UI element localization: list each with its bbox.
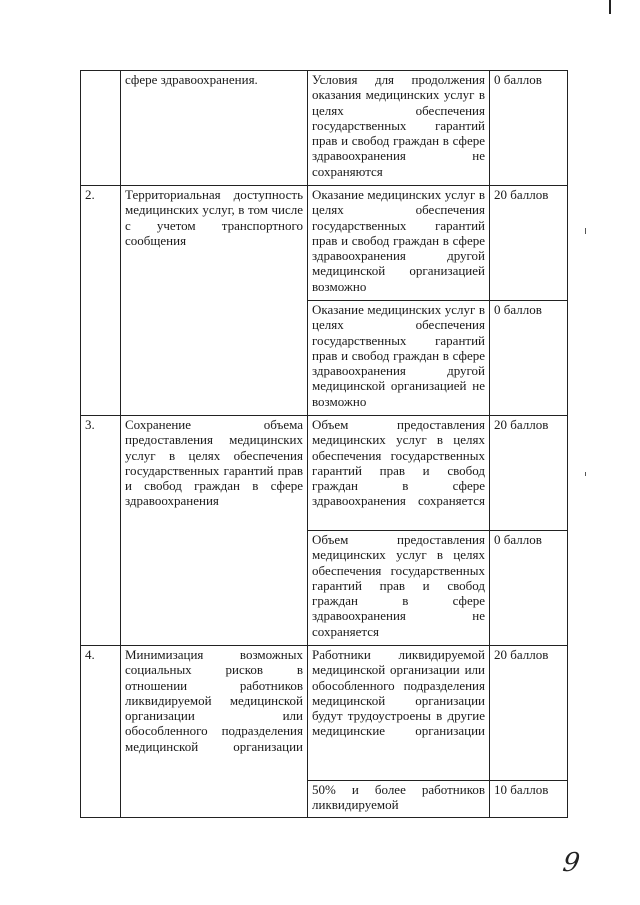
condition-cell: Условия для продолжения оказания медицинских услуг в целях обеспечения государственных гарантий прав и свобод граждан в сфере здравоохранения не сохраняются [308, 71, 490, 186]
condition-cell: Работники ликвидируемой медицинской организации или обособленного подразделения медицинской организации будут трудоустроены в другие медицинские организации [308, 646, 490, 781]
table-row [81, 71, 568, 186]
page-number: 9 [560, 848, 582, 878]
criterion-cell: Сохранение объема предоставления медицинских услуг в целях обеспечения государственных гарантий прав и свобод граждан в сфере здравоохранения [121, 416, 308, 646]
scan-edge-mark [609, 0, 611, 14]
scan-speck [585, 472, 586, 476]
score-cell: 0 баллов [490, 301, 568, 416]
score-cell: 20 баллов [490, 416, 568, 531]
row-number-cell: 4. [81, 646, 121, 818]
score-cell: 10 баллов [490, 781, 568, 818]
score-cell: 20 баллов [490, 186, 568, 301]
row-number-cell: 2. [81, 186, 121, 416]
condition-cell: Оказание медицинских услуг в целях обеспечения государственных гарантий прав и свобод граждан в сфере здравоохранения другой медицинской организацией не возможно [308, 301, 490, 416]
condition-cell: Оказание медицинских услуг в целях обеспечения государственных гарантий прав и свобод граждан в сфере здравоохранения другой медицинской организацией возможно [308, 186, 490, 301]
criteria-table [80, 70, 568, 818]
score-cell: 0 баллов [490, 531, 568, 646]
score-cell: 0 баллов [490, 71, 568, 186]
criterion-cell: Минимизация возможных социальных рисков в отношении работников ликвидируемой медицинской организации или обособленного подразделения медицинской организации [121, 646, 308, 818]
row-number-cell [81, 71, 121, 186]
criterion-cell: Территориальная доступность медицинских услуг, в том числе с учетом транспортного сообщения [121, 186, 308, 416]
condition-cell: Объем предоставления медицинских услуг в целях обеспечения государственных гарантий прав и свобод граждан в сфере здравоохранения сохраняется [308, 416, 490, 531]
criterion-cell: сфере здравоохранения. [121, 71, 308, 186]
table-row [81, 416, 568, 531]
table-row [81, 186, 568, 301]
scan-speck [585, 228, 586, 234]
condition-cell: 50% и более работников ликвидируемой [308, 781, 490, 818]
score-cell: 20 баллов [490, 646, 568, 781]
row-number-cell: 3. [81, 416, 121, 646]
table-row [81, 646, 568, 781]
condition-cell: Объем предоставления медицинских услуг в целях обеспечения государственных гарантий прав и свобод граждан в сфере здравоохранения не сохраняется [308, 531, 490, 646]
